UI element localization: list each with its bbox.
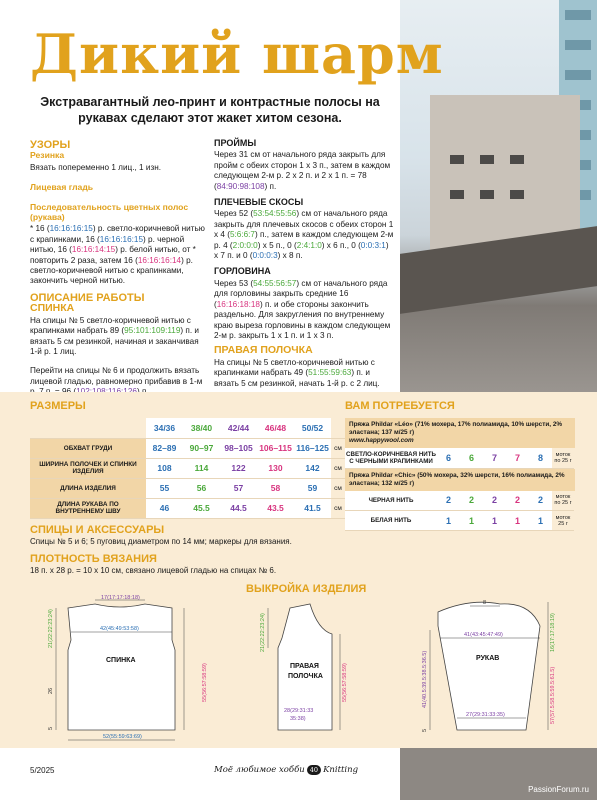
stockinette-heading: Лицевая гладь	[30, 182, 94, 193]
shoulders-heading: ПЛЕЧЕВЫЕ СКОСЫ	[214, 197, 304, 208]
right-front-heading: ПРАВАЯ ПОЛОЧКА	[214, 344, 313, 357]
right-front-text: На спицы № 5 светло-коричневой нитью с крапинками набрать 49 (51:55:59:63) п. и вязать 5 см резинкой, начать 1-й р. с 2 лиц.	[214, 357, 380, 388]
page-title: Дикий шарм	[30, 22, 444, 86]
yarn2-text: Пряжа Phildar «Chic» (50% мохера, 32% шерсти, 16% полиамида, 2% эластана; 132 м/25 г)	[345, 469, 575, 491]
rib-text: Вязать попеременно 1 лиц., 1 изн.	[30, 162, 161, 172]
back-left-top: 21(22:22:23:24)	[48, 609, 54, 648]
sleeve-label: РУКАВ	[476, 655, 500, 662]
back-right: 55(56:57:58:59)	[202, 663, 208, 702]
description-heading: ОПИСАНИЕ РАБОТЫ	[30, 291, 145, 304]
table-row: ЧЕРНАЯ НИТЬ 2 2 2 2 2 моток по 25 г	[345, 491, 574, 511]
back-text-1: На спицы № 5 светло-коричневой нитью с крапинками набрать 89 (95:101:109:119) п. и вязать 5 см резинкой, начиная и заканчивая 1-й р. 1 лиц.	[30, 315, 199, 356]
gauge-text: 18 п. х 28 р. = 10 х 10 см, связано лицевой гладью на спицах № 6.	[30, 566, 277, 575]
watermark: PassionForum.ru	[528, 785, 589, 794]
rib-heading: Резинка	[30, 150, 65, 161]
sleeve-right-top: 16(17:17:18:19)	[550, 613, 556, 652]
materials-heading: ВАМ ПОТРЕБУЕТСЯ	[345, 400, 455, 412]
front-right: 55(56:57:58:59)	[342, 663, 348, 702]
sizes-table: 34/36 38/40 42/44 46/48 50/52 ОБХВАТ ГРУДИ 82–89 90–97 98–105 106–115 116–125 см ШИРИНА ПОЛОЧЕК И СПИНКИ ИЗДЕЛИЯ 108 114 122 130 142 см ДЛИНА ИЗДЕЛИЯ 55 56 57 58 59 см ДЛИНА РУКАВА ПО ВНУТРЕННЕМУ ШВУ 46 45.5 44.5 43.5 41.5 см	[30, 418, 345, 519]
back-top: 17(17:17:18:18)	[101, 595, 140, 601]
sleeve-top: 8	[483, 600, 487, 606]
left-column	[30, 136, 206, 398]
sleeve-left: 41(40.5:39.5:38.5:36.5)	[422, 650, 428, 708]
subtitle: Экстравагантный лео-принт и контрастные полосы на рукавах сделают этот жакет хитом сезона.	[40, 95, 380, 125]
sleeve-shape	[438, 602, 540, 730]
schematic-heading: ВЫКРОЙКА ИЗДЕЛИЯ	[246, 583, 367, 595]
shoulders-text: Через 52 (53:54:55:56) см от начального ряда закрыть для плечевых скосов с обеих сторон 1 х 4 (5:6:6:7) п., затем в каждом следующем 2-м р. 4 (2:0:0:0) х 5 п., 0 (2:4:1:0) х 6 п., 0 (0:0:3:1) х 7 п. и 0 (0:0:0:3) х 8 п.	[214, 209, 394, 261]
patterns-heading: УЗОРЫ	[30, 139, 71, 151]
right-column	[214, 136, 394, 389]
sizes-heading: РАЗМЕРЫ	[30, 400, 86, 412]
table-row: ДЛИНА РУКАВА ПО ВНУТРЕННЕМУ ШВУ 46 45.5 44.5 43.5 41.5 см	[30, 498, 345, 518]
table-row: ДЛИНА ИЗДЕЛИЯ 55 56 57 58 59 см	[30, 478, 345, 498]
schematic-drawings	[0, 590, 597, 748]
sleeve-right: 57(57.5:58.5:59.5:61.5)	[550, 666, 556, 724]
front-bottom-1: 28(29:31:33	[284, 708, 314, 714]
issue-number: 5/2025	[30, 766, 55, 775]
stripes-text: * 16 (16:16:16:15) р. светло-коричневой нитью с крапинками, 16 (16:16:16:15) р. черной нитью, 16 (16:16:14:15) р. белой нитью, от * повторить 2 раза, затем 16 (16:16:16:14) р. светло-коричневой нитью с крапинками, закончить черной нитью.	[30, 224, 205, 286]
table-row: ШИРИНА ПОЛОЧЕК И СПИНКИ ИЗДЕЛИЯ 108 114 122 130 142 см	[30, 458, 345, 478]
needles-heading: СПИЦЫ И АКСЕССУАРЫ	[30, 524, 165, 536]
sleeve-mid: 41(43:45:47:49)	[464, 632, 503, 638]
back-left-mid: 26	[48, 687, 54, 694]
neckline-text: Через 53 (54:55:56:57) см от начального ряда для горловины закрыть средние 16 (16:16:18:18) п. и обе стороны закончить раздельно. Для закругления по внутреннему краю выреза горловины в каждом следующем 2-м р. закрыть 1 х 1 п. и 1 х 3 п.	[214, 278, 391, 340]
front-bottom-2: 35:38)	[290, 716, 306, 722]
sleeve-left-bot: 5	[422, 728, 428, 732]
table-row: СВЕТЛО-КОРИЧНЕВАЯ НИТЬ С ЧЕРНЫМИ КРАПИНКАМИ 6 6 7 7 8 моток по 25 г	[345, 448, 574, 468]
page-number: 40	[307, 765, 321, 775]
front-left: 21(22:22:23:24)	[260, 613, 266, 652]
back-bottom: 52(55:59:63:69)	[103, 734, 142, 740]
back-shape	[68, 604, 175, 730]
stripes-heading: Последовательность цветных полос (рукава)	[30, 201, 189, 223]
back-heading: СПИНКА	[30, 302, 75, 315]
table-row: ОБХВАТ ГРУДИ 82–89 90–97 98–105 106–115 116–125 см	[30, 438, 345, 458]
front-label-2: ПОЛОЧКА	[288, 673, 323, 680]
sleeve-bottom: 27(29:31:33:35)	[466, 712, 505, 718]
magazine-brand: Моё любимое хобби 40 Knitting	[214, 765, 359, 775]
needles-text: Спицы № 5 и 6; 5 пуговиц диаметром по 14 мм; маркеры для вязания.	[30, 537, 292, 546]
neckline-heading: ГОРЛОВИНА	[214, 266, 271, 277]
back-label: СПИНКА	[106, 657, 136, 664]
armholes-heading: ПРОЙМЫ	[214, 138, 257, 148]
back-mid: 42(45:49:53:58)	[100, 626, 139, 632]
armholes-text: Через 31 см от начального ряда закрыть для пройм с обеих сторон 1 х 3 п., затем в каждом следующем 2-м р. 2 х 2 п. и 2 х 1 п. = 78 (84:90:98:108) п.	[214, 150, 391, 191]
table-row: БЕЛАЯ НИТЬ 1 1 1 1 1 моток 25 г	[345, 511, 574, 531]
materials-table	[345, 418, 575, 531]
back-text-2: Перейти на спицы № 6 и продолжить вязать лицевой гладью, равномерно прибавив в 1-м	[30, 366, 203, 386]
yarn1-text: Пряжа Phildar «Léo» (71% мохера, 17% полиамида, 10% шерсти, 2% эластана; 137 м/25 г) www.happywool.com	[345, 418, 575, 448]
footer	[0, 748, 400, 800]
back-left-bot: 5	[48, 726, 54, 730]
front-label-1: ПРАВАЯ	[290, 663, 319, 670]
gauge-heading: ПЛОТНОСТЬ ВЯЗАНИЯ	[30, 553, 157, 565]
